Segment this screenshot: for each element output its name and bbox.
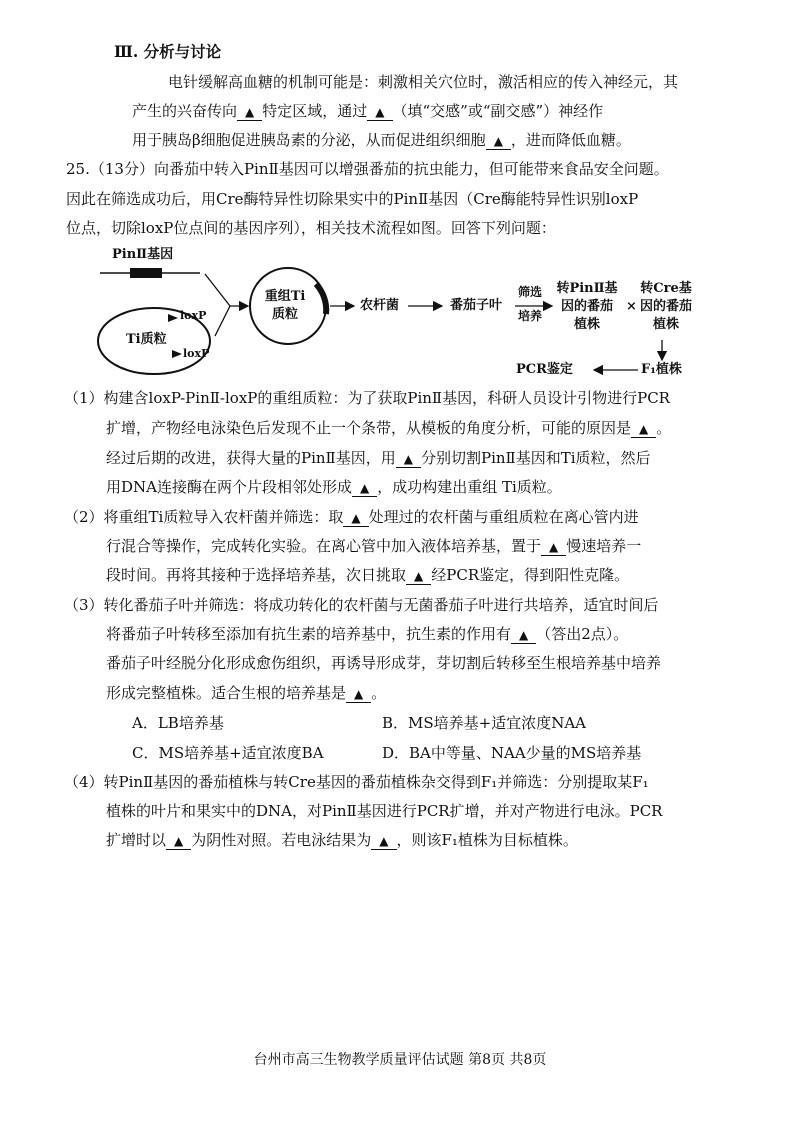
option-b[interactable]: B．MS培养基+适宜浓度NAA <box>382 714 587 732</box>
screen-label: 筛选 <box>518 285 543 299</box>
flow-diagram <box>90 244 710 384</box>
text-span: 扩增，产物经电泳染色后发现不止一个条带，从模板的角度分析，可能的原因是 <box>106 419 632 437</box>
culture-label: 培养 <box>518 309 543 323</box>
question-line <box>64 510 639 527</box>
page-footer: 台州市高三生物教学质量评估试题 第8页 共8页 <box>253 1052 547 1068</box>
question-line: （3）转化番茄子叶并筛选：将成功转化的农杆菌与无菌番茄子叶进行共培养，适宜时间后 <box>64 596 659 614</box>
answer-blank[interactable]: ▲ <box>166 834 191 850</box>
text-span: 。 <box>371 684 387 702</box>
answer-blank[interactable]: ▲ <box>367 105 392 121</box>
question-intro: 25.（13分）向番茄中转入PinⅡ基因可以增强番茄的抗虫能力，但可能带来食品安全问题。 <box>66 160 669 178</box>
question-line <box>106 833 578 850</box>
answer-blank[interactable]: ▲ <box>486 134 511 150</box>
answer-blank[interactable]: ▲ <box>346 687 371 703</box>
pcr-identify-label: PCR鉴定 <box>516 362 573 377</box>
text-line: 电针缓解高血糖的机制可能是：刺激相关穴位时，激活相应的传入神经元，其 <box>168 73 679 91</box>
answer-blank[interactable]: ▲ <box>352 481 377 497</box>
question-intro: 位点，切除loxP位点间的基因序列），相关技术流程如图。回答下列问题： <box>66 219 556 237</box>
loxp-label-bottom: loxP <box>183 347 210 360</box>
text-span: ，进而降低血糖。 <box>510 131 631 149</box>
pinii-gene-label: PinⅡ基因 <box>112 247 174 262</box>
question-line: 番茄子叶经脱分化形成愈伤组织，再诱导形成芽，芽切割后转移至生根培养基中培养 <box>106 654 662 672</box>
question-line <box>106 480 562 497</box>
recombinant-plasmid-label: 重组Ti质粒 <box>264 289 306 322</box>
answer-blank[interactable]: ▲ <box>237 105 262 121</box>
answer-blank[interactable]: ▲ <box>541 540 566 556</box>
pinii-plant-label: 转PinⅡ基因的番茄植株 <box>556 281 618 332</box>
text-line <box>132 104 603 121</box>
cross-symbol: × <box>626 299 637 314</box>
answer-blank[interactable]: ▲ <box>371 834 396 850</box>
agrobacterium-label: 农杆菌 <box>360 298 400 313</box>
section-heading: Ⅲ. 分析与讨论 <box>114 42 222 61</box>
option-c[interactable]: C．MS培养基+适宜浓度BA <box>132 744 324 762</box>
text-span: 形成完整植株。适合生根的培养基是 <box>106 684 347 702</box>
text-span: 用DNA连接酶在两个片段相邻处形成 <box>106 478 352 496</box>
question-line: 植株的叶片和果实中的DNA，对PinⅡ基因进行PCR扩增，并对产物进行电泳。PCR <box>106 802 663 820</box>
loxp-label-top: loxP <box>180 309 207 322</box>
cre-plant-label: 转Cre基因的番茄植株 <box>639 281 692 332</box>
question-line <box>106 568 629 585</box>
answer-blank[interactable]: ▲ <box>511 628 536 644</box>
text-span: 处理过的农杆菌与重组质粒在离心管内进 <box>368 508 639 526</box>
question-intro: 因此在筛选成功后，用Cre酶特异性切除果实中的PinⅡ基因（Cre酶能特异性识别loxP <box>66 190 639 208</box>
text-span: 慢速培养一 <box>566 537 642 555</box>
question-line <box>106 421 671 438</box>
text-span: 扩增时以 <box>106 831 167 849</box>
question-line <box>106 627 628 644</box>
text-span: 经PCR鉴定，得到阳性克隆。 <box>431 566 630 584</box>
text-span: 行混合等操作，完成转化实验。在离心管中加入液体培养基，置于 <box>106 537 542 555</box>
text-span: 经过后期的改进，获得大量的PinⅡ基因，用 <box>106 449 396 467</box>
text-span: （填“交感”或“副交感”）神经作 <box>392 102 604 120</box>
answer-blank[interactable]: ▲ <box>631 422 656 438</box>
option-d[interactable]: D．BA中等量、NAA少量的MS培养基 <box>382 744 642 762</box>
question-line <box>106 451 651 468</box>
question-line: （1）构建含loxP-PinⅡ-loxP的重组质粒：为了获取PinⅡ基因，科研人员设计引物进行PCR <box>64 389 670 407</box>
text-span: 段时间。再将其接种于选择培养基，次日挑取 <box>106 566 407 584</box>
option-a[interactable]: A．LB培养基 <box>132 714 224 732</box>
answer-blank[interactable]: ▲ <box>343 511 368 527</box>
answer-blank[interactable]: ▲ <box>406 569 431 585</box>
text-span: 。 <box>656 419 672 437</box>
text-span: ，则该F₁植株为目标植株。 <box>396 831 578 849</box>
text-span: 用于胰岛β细胞促进胰岛素的分泌，从而促进组织细胞 <box>132 131 486 149</box>
text-span: ，成功构建出重组 Ti质粒。 <box>377 478 562 496</box>
question-line: （4）转PinⅡ基因的番茄植株与转Cre基因的番茄植株杂交得到F₁并筛选：分别提取某F₁ <box>64 773 649 791</box>
answer-blank[interactable]: ▲ <box>396 452 421 468</box>
text-line <box>132 133 631 150</box>
question-line <box>106 539 641 556</box>
ti-plasmid-label: Ti质粒 <box>126 332 167 347</box>
f1-plant-label: F₁植株 <box>641 362 682 377</box>
text-span: （答出2点）。 <box>536 625 629 643</box>
text-span: 将番茄子叶转移至添加有抗生素的培养基中，抗生素的作用有 <box>106 625 512 643</box>
text-span: 分别切割PinⅡ基因和Ti质粒，然后 <box>420 449 651 467</box>
text-span: 特定区域，通过 <box>262 102 368 120</box>
question-line <box>106 686 386 703</box>
text-span: 为阴性对照。若电泳结果为 <box>191 831 372 849</box>
text-span: 产生的兴奋传向 <box>132 102 238 120</box>
cotyledon-label: 番茄子叶 <box>450 298 503 313</box>
text-span: （2）将重组Ti质粒导入农杆菌并筛选：取 <box>64 508 344 526</box>
